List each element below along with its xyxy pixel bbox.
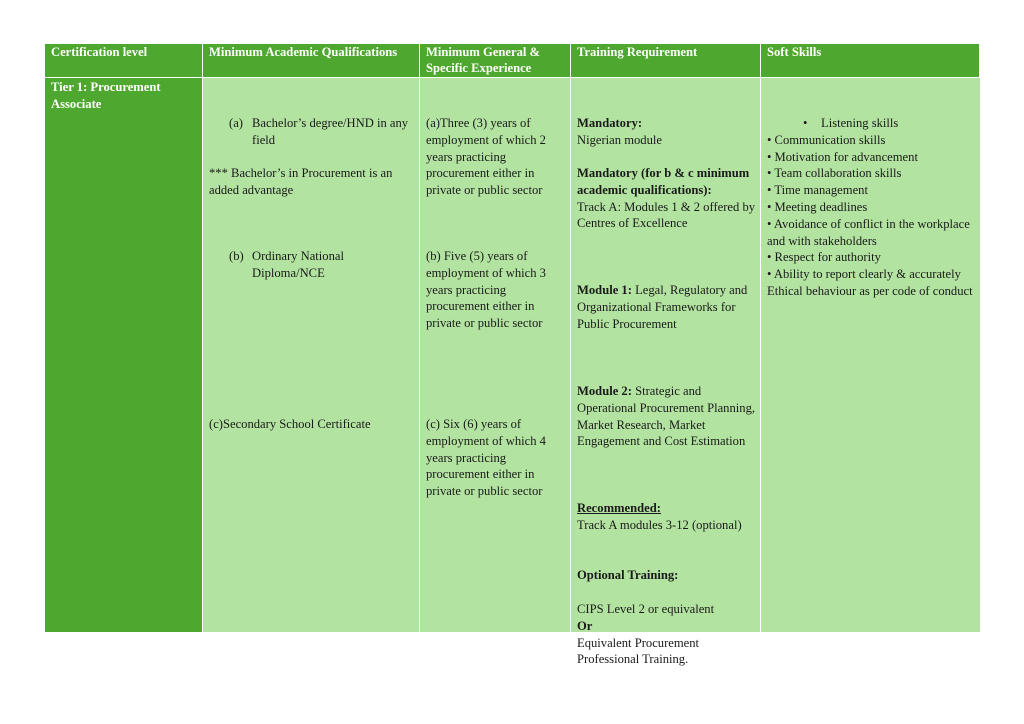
experience-b: (b) Five (5) years of employment of which 3 years practicing procurement either in private or public sector [426, 249, 546, 331]
optional-training-label: Optional Training: [577, 568, 679, 582]
header-min-academic-qualifications: Minimum Academic Qualifications [203, 44, 420, 78]
training-recommended [577, 500, 759, 534]
list-item: • Respect for authority [767, 250, 881, 265]
list-item: • Team collaboration skills [767, 166, 902, 181]
list-item: • Time management [767, 183, 868, 198]
bullet-icon: • [803, 116, 808, 130]
training-requirement-cell [571, 78, 761, 667]
qualification-a-label: (a) [229, 116, 243, 130]
header-min-experience: Minimum General & Specific Experience [420, 44, 571, 78]
equivalent-text: Equivalent Procurement Professional Training. [577, 635, 700, 667]
tier-label: Tier 1: Procurement Associate [51, 80, 161, 111]
tier-1-cell [45, 78, 203, 632]
training-optional [577, 601, 759, 668]
list-item: • Ability to report clearly & accurately [767, 267, 961, 282]
experience-a: (a)Three (3) years of employment of which 2 years practicing procurement either in private or public sector [426, 116, 546, 198]
module-1-text: Legal, Regulatory and Organizational Frameworks for Public Procurement [577, 283, 748, 331]
qualification-a-text: Bachelor’s degree/HND in any field [252, 116, 409, 147]
header-certification-level: Certification level [45, 44, 203, 78]
academic-qualifications-cell [203, 78, 420, 632]
recommended-text: Track A modules 3-12 (optional) [577, 517, 742, 532]
experience-c: (c) Six (6) years of employment of which 4 years practicing procurement either in private or public sector [426, 417, 546, 499]
list-item: • Motivation for advancement [767, 149, 918, 164]
header-training-requirement: Training Requirement [571, 44, 761, 78]
qualification-b-text: Ordinary National Diploma/NCE [252, 249, 344, 280]
certification-table [45, 44, 980, 667]
list-item: • Avoidance of conflict in the workplace and with stakeholders [767, 216, 970, 248]
qualification-note: *** Bachelor’s in Procurement is an added advantage [209, 166, 393, 197]
qualification-b-label: (b) [229, 249, 244, 263]
soft-skills-cell [761, 78, 980, 632]
experience-cell [420, 78, 571, 632]
recommended-label: Recommended: [577, 501, 661, 515]
module-1-label: Module 1: [577, 283, 632, 297]
list-item: Ethical behaviour as per code of conduct [767, 283, 973, 298]
list-item: • Meeting deadlines [767, 199, 868, 214]
soft-skill-first: Listening skills [821, 116, 899, 130]
track-a-text: Track A: Modules 1 & 2 offered by Centres of Excellence [577, 199, 756, 231]
mandatory-text: Nigerian module [577, 132, 662, 147]
list-item: • Communication skills [767, 132, 886, 147]
mandatory-bc-label: Mandatory (for b & c minimum academic qualifications): [577, 166, 750, 197]
module-2-text: Strategic and Operational Procurement Planning, Market Research, Market Engagement and Cost Estimation [577, 384, 756, 449]
training-module-1 [577, 282, 759, 332]
header-soft-skills: Soft Skills [761, 44, 980, 78]
mandatory-label: Mandatory: [577, 116, 643, 130]
training-mandatory [577, 115, 759, 149]
qualification-c: (c)Secondary School Certificate [209, 417, 371, 431]
cips-text: CIPS Level 2 or equivalent [577, 602, 715, 616]
list-item [767, 115, 977, 132]
training-module-2 [577, 383, 759, 450]
module-2-label: Module 2: [577, 384, 632, 398]
soft-skills-list [767, 115, 977, 300]
training-mandatory-bc [577, 165, 759, 232]
or-text: Or [577, 618, 593, 633]
